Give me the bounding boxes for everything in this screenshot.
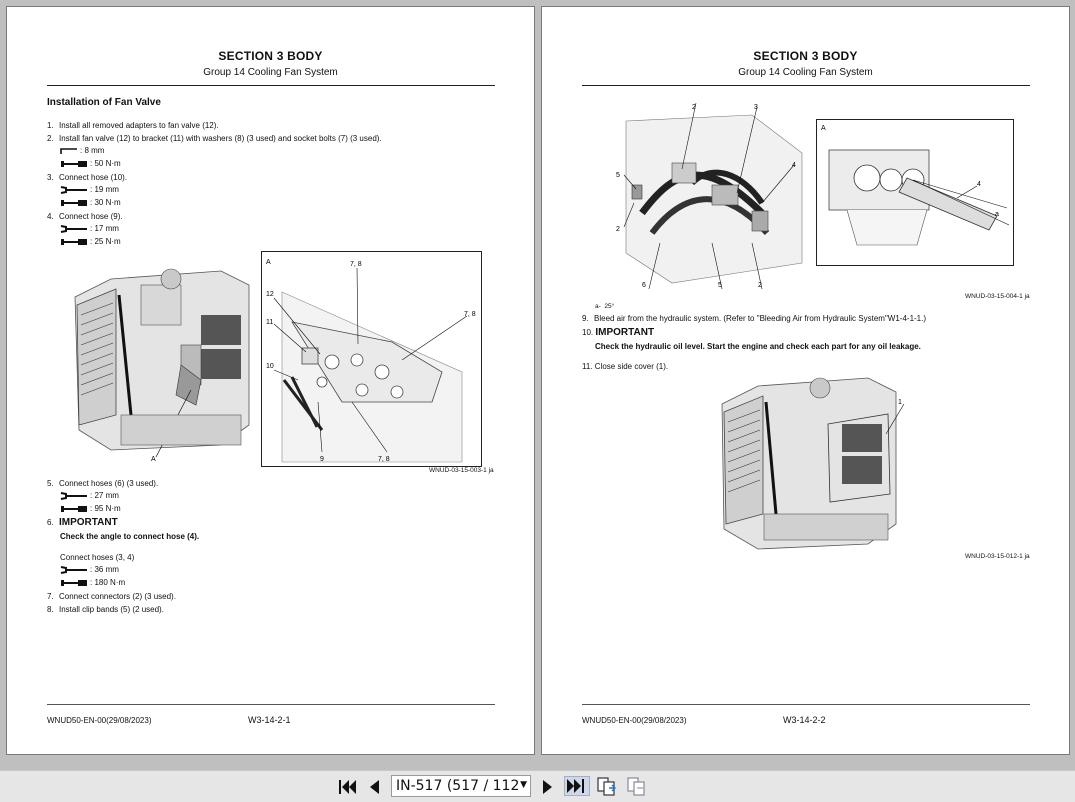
step-6-connect: Connect hoses (3, 4) xyxy=(60,553,135,562)
step-3: 3. Connect hose (10). xyxy=(47,173,128,182)
group-title: Group 14 Cooling Fan System xyxy=(203,67,338,78)
step-6-tool: : 36 mm xyxy=(60,565,119,574)
wrench-icon xyxy=(60,492,88,500)
footer-doc-code: WNUD50-EN-00(29/08/2023) xyxy=(47,716,152,725)
step-5-tool: : 27 mm xyxy=(60,491,119,500)
right-page xyxy=(541,6,1070,755)
footer-page-number: W3-14-2-1 xyxy=(248,715,291,725)
detail-a-box-label: A xyxy=(266,259,271,266)
step-4-tool: : 17 mm xyxy=(60,224,119,233)
step-1: 1. Install all removed adapters to fan valve (12). xyxy=(47,121,219,130)
callout-12: 12 xyxy=(266,291,274,298)
step-9: 9. Bleed air from the hydraulic system. (Refer to "Bleeding Air from Hydraulic System"W1-4-1-1.) xyxy=(582,314,927,323)
section-title: SECTION 3 BODY xyxy=(753,49,858,63)
callout-5-bottom: 5 xyxy=(718,282,722,289)
wrench-icon xyxy=(60,566,88,574)
step-2-tool: : 8 mm xyxy=(60,146,104,155)
detail-a-label: A xyxy=(151,456,156,463)
step-3-torque: : 30 N·m xyxy=(60,198,121,207)
torque-wrench-icon xyxy=(60,199,88,207)
chevron-down-icon: ▼ xyxy=(520,780,527,790)
torque-wrench-icon xyxy=(60,238,88,246)
figure-1-code: WNUD-03-15-004-1 ja xyxy=(965,293,1030,300)
step-6-note: Check the angle to connect hose (4). xyxy=(60,532,200,541)
wrench-icon xyxy=(60,225,88,233)
first-page-button[interactable] xyxy=(336,777,358,797)
torque-wrench-icon xyxy=(60,160,88,168)
group-title: Group 14 Cooling Fan System xyxy=(738,67,873,78)
hex-wrench-icon xyxy=(60,147,78,155)
torque-wrench-icon xyxy=(60,505,88,513)
header-rule xyxy=(582,85,1030,86)
footer-page-number: W3-14-2-2 xyxy=(783,715,826,725)
step-4: 4. Connect hose (9). xyxy=(47,212,123,221)
last-page-icon xyxy=(566,777,588,795)
callout-4: 4 xyxy=(792,162,796,169)
header-rule xyxy=(47,85,495,86)
wrench-icon xyxy=(60,186,88,194)
callout-7-8-top: 7, 8 xyxy=(350,261,362,268)
step-5: 5. Connect hoses (6) (3 used). xyxy=(47,479,159,488)
machine-overview-illustration xyxy=(71,265,253,463)
single-page-view-icon xyxy=(596,776,618,796)
step-8: 8. Install clip bands (5) (2 used). xyxy=(47,605,164,614)
previous-page-button[interactable] xyxy=(364,777,384,797)
page-number-text: IN-517 (517 / 112 xyxy=(396,778,520,794)
next-page-icon xyxy=(541,778,555,796)
callout-2-bottom: 2 xyxy=(758,282,762,289)
page-number-field[interactable] xyxy=(391,775,531,797)
angle-note: a- 25° xyxy=(595,303,615,310)
footer-rule xyxy=(47,704,495,705)
callout-3: 3 xyxy=(754,104,758,111)
step-2: 2. Install fan valve (12) to bracket (11) with washers (8) (3 used) and socket bolts (7) (3 used). xyxy=(47,134,382,143)
callout-11: 11 xyxy=(266,319,274,326)
detail-callout-4: 4 xyxy=(977,181,981,188)
step-6-torque: : 180 N·m xyxy=(60,578,125,587)
step-11: 11. Close side cover (1). xyxy=(582,362,669,371)
last-page-button[interactable] xyxy=(564,776,590,796)
step-7: 7. Connect connectors (2) (3 used). xyxy=(47,592,176,601)
procedure-heading: Installation of Fan Valve xyxy=(47,97,161,108)
step-10: 10. IMPORTANT xyxy=(582,327,655,338)
two-page-view-button[interactable] xyxy=(626,776,648,796)
callout-2-left: 2 xyxy=(616,226,620,233)
detail-a-figure xyxy=(261,251,482,467)
detail-a-label: A xyxy=(821,125,826,132)
callout-10: 10 xyxy=(266,363,274,370)
detail-callout-a: a xyxy=(995,211,999,218)
callout-9: 9 xyxy=(320,456,324,463)
callout-6: 6 xyxy=(642,282,646,289)
torque-wrench-icon xyxy=(60,579,88,587)
first-page-icon xyxy=(337,778,357,796)
next-page-button[interactable] xyxy=(538,777,558,797)
callout-7-8-bottom: 7, 8 xyxy=(378,456,390,463)
footer-doc-code: WNUD50-EN-00(29/08/2023) xyxy=(582,716,687,725)
left-page xyxy=(6,6,535,755)
step-5-torque: : 95 N·m xyxy=(60,504,121,513)
callout-7-8-right: 7, 8 xyxy=(464,311,476,318)
step-10-note: Check the hydraulic oil level. Start the engine and check each part for any oil leakage. xyxy=(595,342,921,351)
prev-page-icon xyxy=(367,778,381,796)
figure-code: WNUD-03-15-003-1 ja xyxy=(429,467,494,474)
figure-2-code: WNUD-03-15-012-1 ja xyxy=(965,553,1030,560)
detail-a-figure xyxy=(816,119,1014,266)
callout-1: 1 xyxy=(898,399,902,406)
two-page-view-icon xyxy=(626,776,648,796)
step-2-torque: : 50 N·m xyxy=(60,159,121,168)
side-cover-illustration xyxy=(718,374,908,552)
footer-rule xyxy=(582,704,1030,705)
step-4-torque: : 25 N·m xyxy=(60,237,121,246)
step-6: 6. IMPORTANT xyxy=(47,517,118,528)
single-page-view-button[interactable] xyxy=(596,776,618,796)
section-title: SECTION 3 BODY xyxy=(218,49,323,63)
step-3-tool: : 19 mm xyxy=(60,185,119,194)
callout-2-top: 2 xyxy=(692,104,696,111)
hose-routing-illustration xyxy=(612,93,807,289)
callout-5-left: 5 xyxy=(616,172,620,179)
